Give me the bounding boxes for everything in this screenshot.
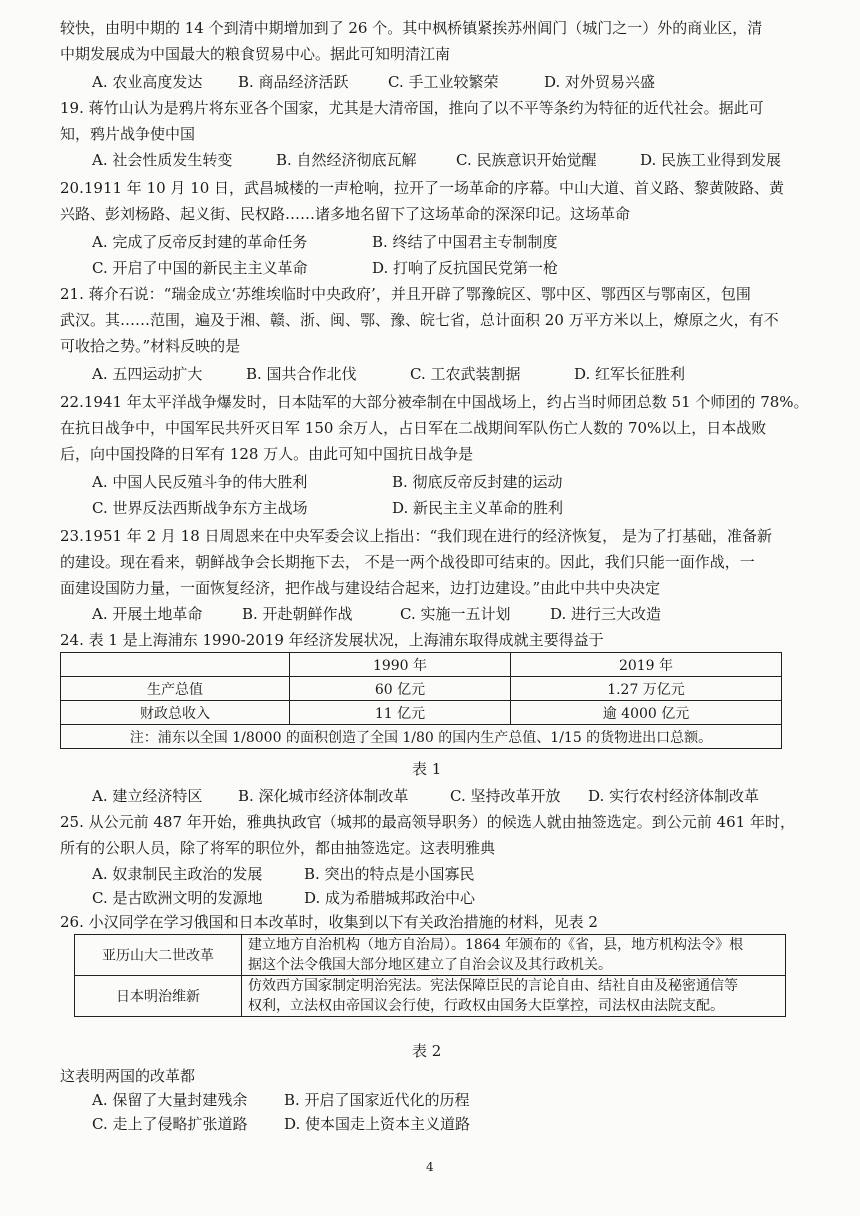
q19-text-line2: 知，鸦片战争使中国	[60, 125, 196, 143]
table-1	[60, 652, 782, 749]
table-cell-line: 权利，立法权由帝国议会行使，行政权由国务大臣掌控，司法权由法院支配。	[248, 998, 724, 1014]
q22-option-b[interactable]: B. 彻底反帝反封建的运动	[392, 473, 563, 491]
q20-text-line2: 兴路、彭刘杨路、起义街、民权路……诸多地名留下了这场革命的深深印记。这场革命	[60, 205, 631, 223]
q20-option-d[interactable]: D. 打响了反抗国民党第一枪	[372, 259, 559, 277]
q21-text-line1: 21. 蒋介石说：“瑞金成立‘苏维埃临时中央政府’，并且开辟了鄂豫皖区、鄂中区、鄂西区与鄂南区，包围	[60, 285, 751, 303]
q18-text-line1: 较快，由明中期的 14 个到清中期增加到了 26 个。其中枫桥镇紧挨苏州阊门（城门之一）外的商业区，清	[60, 19, 763, 37]
q24-option-a[interactable]: A. 建立经济特区	[92, 787, 203, 805]
q25-text-line1: 25. 从公元前 487 年开始，雅典执政官（城邦的最高领导职务）的候选人就由抽签选定。到公元前 461 年时，	[60, 813, 795, 831]
q22-option-a[interactable]: A. 中国人民反殖斗争的伟大胜利	[92, 473, 308, 491]
q23-text-line1: 23.1951 年 2 月 18 日周恩来在中央军委会议上指出：“我们现在进行的经济恢复， 是为了打基础，准备新	[60, 527, 772, 545]
q21-option-b[interactable]: B. 国共合作北伐	[246, 365, 357, 383]
q24-text-line1: 24. 表 1 是上海浦东 1990-2019 年经济发展状况，上海浦东取得成就主要得益于	[60, 631, 604, 649]
q26-stem: 这表明两国的改革都	[60, 1067, 196, 1085]
q25-options-row1	[92, 864, 475, 884]
q22-text-line1: 22.1941 年太平洋战争爆发时，日本陆军的大部分被牵制在中国战场上，约占当时师团总数 51 个师团的 78%。	[60, 393, 809, 411]
q21-option-d[interactable]: D. 红军长征胜利	[574, 365, 686, 383]
q25-text-line2: 所有的公职人员，除了将军的职位外，都由抽签选定。这表明雅典	[60, 839, 496, 857]
q18-option-c[interactable]: C. 手工业较繁荣	[388, 73, 499, 91]
q22-options-row1	[92, 472, 563, 492]
table-cell: 财政总收入	[61, 701, 290, 725]
q18-option-b[interactable]: B. 商品经济活跃	[238, 73, 349, 91]
q22-options-row2	[92, 498, 563, 518]
q20-text-line1: 20.1911 年 10 月 10 日，武昌城楼的一声枪响，拉开了一场革命的序幕。中山大道、首义路、黎黄陂路、黄	[60, 179, 785, 197]
table-cell: 日本明治维新	[75, 976, 242, 1017]
q20-options-row1	[92, 232, 558, 252]
q25-options-row2	[92, 888, 475, 908]
q24-option-b[interactable]: B. 深化城市经济体制改革	[238, 787, 409, 805]
table-row	[61, 701, 782, 725]
q25-option-a[interactable]: A. 奴隶制民主政治的发展	[92, 865, 263, 883]
q23-option-c[interactable]: C. 实施一五计划	[400, 605, 511, 623]
q19-option-b[interactable]: B. 自然经济彻底瓦解	[276, 151, 417, 169]
q21-option-a[interactable]: A. 五四运动扩大	[92, 365, 203, 383]
q19-option-a[interactable]: A. 社会性质发生转变	[92, 151, 233, 169]
q21-text-line2: 武汉。其……范围，遍及于湘、赣、浙、闽、鄂、豫、皖七省，总计面积 20 万平方米以上，燎原之火，有不	[60, 311, 779, 329]
q20-option-c[interactable]: C. 开启了中国的新民主主义革命	[92, 259, 308, 277]
q22-text-line2: 在抗日战争中，中国军民共歼灭日军 150 余万人，占日军在二战期间军队伤亡人数的 70%以上，日本战败	[60, 419, 767, 437]
q22-option-d[interactable]: D. 新民主主义革命的胜利	[392, 499, 564, 517]
q26-options-row2	[92, 1114, 470, 1134]
table-cell-line: 建立地方自治机构（地方自治局）。1864 年颁布的《省，县，地方机构法令》根	[248, 937, 744, 953]
table-cell: 60 亿元	[290, 677, 511, 701]
q26-option-d[interactable]: D. 使本国走上资本主义道路	[284, 1115, 471, 1133]
q19-option-c[interactable]: C. 民族意识开始觉醒	[456, 151, 597, 169]
q23-option-a[interactable]: A. 开展土地革命	[92, 605, 203, 623]
table-cell: 逾 4000 亿元	[511, 701, 782, 725]
q18-option-a[interactable]: A. 农业高度发达	[92, 73, 203, 91]
page-number: 4	[426, 1160, 434, 1174]
table-row	[75, 976, 786, 1017]
q25-option-c[interactable]: C. 是古欧洲文明的发源地	[92, 889, 263, 907]
q18-text-line2: 中期发展成为中国最大的粮食贸易中心。据此可知明清江南	[60, 45, 451, 63]
q26-option-c[interactable]: C. 走上了侵略扩张道路	[92, 1115, 248, 1133]
q23-options	[92, 604, 661, 624]
table-2	[74, 934, 786, 1017]
table-row	[61, 677, 782, 701]
q26-options-row1	[92, 1090, 470, 1110]
table-cell	[242, 976, 786, 1017]
table-cell: 11 亿元	[290, 701, 511, 725]
table-header-cell: 2019 年	[511, 653, 782, 677]
q25-option-d[interactable]: D. 成为希腊城邦政治中心	[304, 889, 476, 907]
table-cell: 1.27 万亿元	[511, 677, 782, 701]
q21-option-c[interactable]: C. 工农武装割据	[410, 365, 521, 383]
q20-option-b[interactable]: B. 终结了中国君主专制制度	[372, 233, 558, 251]
q18-option-d[interactable]: D. 对外贸易兴盛	[544, 73, 656, 91]
table-row	[61, 653, 782, 677]
q22-option-c[interactable]: C. 世界反法西斯战争东方主战场	[92, 499, 308, 517]
q19-text-line1: 19. 蒋竹山认为是鸦片将东亚各个国家，尤其是大清帝国，推向了以不平等条约为特征的近代社会。据此可	[60, 99, 764, 117]
q23-option-b[interactable]: B. 开赴朝鲜作战	[242, 605, 353, 623]
q26-option-b[interactable]: B. 开启了国家近代化的历程	[284, 1091, 470, 1109]
q25-option-b[interactable]: B. 突出的特点是小国寡民	[304, 865, 475, 883]
table-1-caption: 表 1	[412, 760, 442, 778]
q24-options	[92, 786, 759, 806]
q20-options-row2	[92, 258, 558, 278]
q23-option-d[interactable]: D. 进行三大改造	[550, 605, 662, 623]
q24-option-d[interactable]: D. 实行农村经济体制改革	[588, 787, 760, 805]
table-cell: 亚历山大二世改革	[75, 935, 242, 976]
q23-text-line3: 面建设国防力量，一面恢复经济，把作战与建设结合起来，边打边建设。”由此中共中央决定	[60, 579, 661, 597]
q24-option-c[interactable]: C. 坚持改革开放	[450, 787, 561, 805]
table-header-cell: 1990 年	[290, 653, 511, 677]
q26-option-a[interactable]: A. 保留了大量封建残余	[92, 1091, 248, 1109]
q21-text-line3: 可收拾之势。”材料反映的是	[60, 337, 241, 355]
table-2-caption: 表 2	[412, 1042, 442, 1060]
q20-option-a[interactable]: A. 完成了反帝反封建的革命任务	[92, 233, 308, 251]
q18-options	[92, 72, 655, 92]
q19-options	[92, 150, 781, 170]
q19-option-d[interactable]: D. 民族工业得到发展	[640, 151, 782, 169]
table-cell: 生产总值	[61, 677, 290, 701]
q22-text-line3: 后，向中国投降的日军有 128 万人。由此可知中国抗日战争是	[60, 445, 474, 463]
q23-text-line2: 的建设。现在看来，朝鲜战争会长期拖下去， 不是一两个战役即可结束的。因此，我们只能一面作战，一	[60, 553, 755, 571]
table-cell	[242, 935, 786, 976]
table-row	[61, 725, 782, 749]
table-cell-line: 据这个法令俄国大部分地区建立了自治会议及其行政机关。	[248, 957, 612, 973]
q26-text-line1: 26. 小汉同学在学习俄国和日本改革时，收集到以下有关政治措施的材料，见表 2	[60, 913, 598, 931]
table-header-cell	[61, 653, 290, 677]
table-cell-line: 仿效西方国家制定明治宪法。宪法保障臣民的言论自由、结社自由及秘密通信等	[248, 978, 738, 994]
q21-options	[92, 364, 685, 384]
table-note: 注：浦东以全国 1/8000 的面积创造了全国 1/80 的国内生产总值、1/15 的货物进出口总额。	[61, 725, 782, 749]
table-row	[75, 935, 786, 976]
